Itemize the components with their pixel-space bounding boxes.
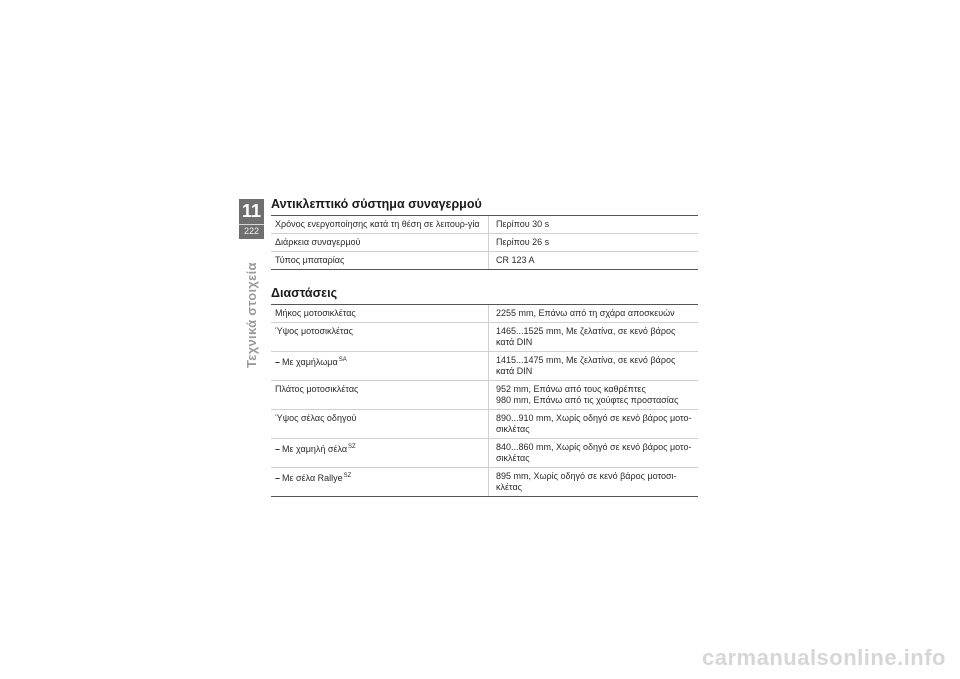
row-value-line: σικλέτας <box>496 453 530 463</box>
row-value <box>489 216 698 233</box>
table-row <box>271 381 698 410</box>
row-value <box>489 439 698 467</box>
row-label-text: Διάρκεια συναγερμού <box>275 237 361 247</box>
row-label <box>271 439 489 467</box>
alarm-table <box>271 216 698 270</box>
row-label <box>271 216 489 233</box>
row-value <box>489 323 698 351</box>
row-label-text: Με σέλα Rallye <box>282 473 343 483</box>
row-label-text: Πλάτος μοτοσικλέτας <box>275 384 359 394</box>
row-label-text: Χρόνος ενεργοποίησης κατά τη θέση σε λειτουρ-γία <box>275 219 480 229</box>
table-row <box>271 252 698 270</box>
table-row <box>271 305 698 323</box>
row-label-text: Μήκος μοτοσικλέτας <box>275 308 356 318</box>
row-value <box>489 381 698 409</box>
row-label <box>271 352 489 380</box>
row-value-line: 980 mm, Επάνω από τις χούφτες προστασίας <box>496 395 679 405</box>
section-title-alarm: Αντικλεπτικό σύστημα συναγερμού <box>271 196 698 216</box>
sub-item-dash: – <box>275 473 281 483</box>
row-value-line: 895 mm, Χωρίς οδηγό σε κενό βάρος μοτοσι- <box>496 471 677 481</box>
table-row <box>271 323 698 352</box>
table-row <box>271 352 698 381</box>
row-label <box>271 252 489 269</box>
row-label <box>271 305 489 322</box>
chapter-badge <box>239 199 264 239</box>
row-value <box>489 305 698 322</box>
row-label-text: Ύψος σέλας οδηγού <box>275 413 357 423</box>
watermark: carmanualsonline.info <box>702 645 946 670</box>
chapter-side-title: Τεχνικά στοιχεία <box>244 262 259 368</box>
row-value <box>489 234 698 251</box>
page-number: 222 <box>239 224 264 237</box>
option-code: SZ <box>343 473 352 479</box>
table-row <box>271 439 698 468</box>
row-value-line: 1465...1525 mm, Με ζελατίνα, σε κενό βάρος <box>496 326 676 336</box>
sub-item-dash: – <box>275 357 281 367</box>
section-title-dimensions: Διαστάσεις <box>271 285 698 305</box>
table-row <box>271 234 698 252</box>
option-code: SA <box>338 357 347 363</box>
row-value-line: 840...860 mm, Χωρίς οδηγό σε κενό βάρος μοτο- <box>496 442 692 452</box>
row-value-line: 1415...1475 mm, Με ζελατίνα, σε κενό βάρος <box>496 355 676 365</box>
row-value <box>489 468 698 496</box>
row-value-line: Περίπου 30 s <box>496 219 550 229</box>
table-row <box>271 468 698 497</box>
row-label <box>271 410 489 438</box>
content <box>271 196 698 497</box>
row-label <box>271 468 489 496</box>
table-row <box>271 216 698 234</box>
row-label-text: Τύπος μπαταρίας <box>275 255 345 265</box>
row-value-line: κατά DIN <box>496 337 533 347</box>
row-value-line: 890...910 mm, Χωρίς οδηγό σε κενό βάρος μοτο- <box>496 413 692 423</box>
row-label <box>271 381 489 409</box>
row-value-line: κλέτας <box>496 482 522 492</box>
row-label <box>271 323 489 351</box>
row-label-text: Ύψος μοτοσικλέτας <box>275 326 353 336</box>
sub-item-dash: – <box>275 444 281 454</box>
chapter-number: 11 <box>241 201 262 221</box>
row-value-line: σικλέτας <box>496 424 530 434</box>
table-row <box>271 410 698 439</box>
row-value <box>489 352 698 380</box>
row-label <box>271 234 489 251</box>
row-value-line: 952 mm, Επάνω από τους καθρέπτες <box>496 384 646 394</box>
row-value <box>489 252 698 269</box>
row-label-text: Με χαμήλωμα <box>282 357 338 367</box>
row-value <box>489 410 698 438</box>
row-value-line: κατά DIN <box>496 366 533 376</box>
dimensions-table <box>271 305 698 497</box>
row-label-text: Με χαμηλή σέλα <box>282 444 348 454</box>
row-value-line: Περίπου 26 s <box>496 237 550 247</box>
option-code: SZ <box>348 444 356 450</box>
row-value-line: 2255 mm, Επάνω από τη σχάρα αποσκευών <box>496 308 675 318</box>
row-value-line: CR 123 A <box>496 255 535 265</box>
